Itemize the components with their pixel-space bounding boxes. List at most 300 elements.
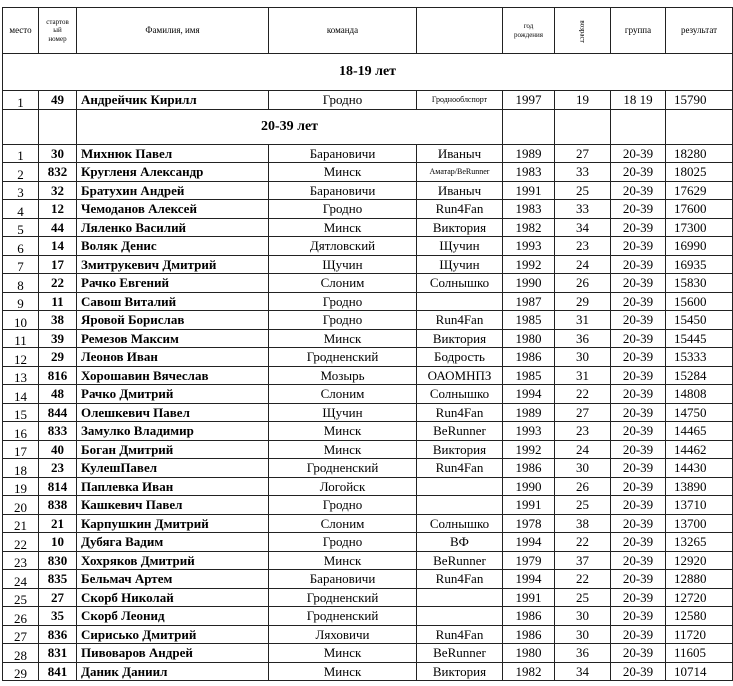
cell-name: Змитрукевич Дмитрий bbox=[77, 255, 269, 274]
cell-name: Братухин Андрей bbox=[77, 181, 269, 200]
cell-name: Савош Виталий bbox=[77, 292, 269, 311]
table-row bbox=[3, 274, 733, 293]
cell-bib: 23 bbox=[39, 459, 77, 478]
cell-year: 1994 bbox=[503, 533, 555, 552]
header-team: команда bbox=[269, 8, 417, 54]
cell-group: 18 19 bbox=[611, 91, 666, 110]
cell-result: 15600 bbox=[666, 292, 733, 311]
cell-age: 30 bbox=[555, 459, 611, 478]
cell-club: Виктория bbox=[417, 218, 503, 237]
cell-result: 15445 bbox=[666, 329, 733, 348]
cell-team: Барановичи bbox=[269, 181, 417, 200]
cell-name: Скорб Николай bbox=[77, 588, 269, 607]
cell-age: 25 bbox=[555, 588, 611, 607]
cell-bib: 14 bbox=[39, 237, 77, 256]
cell-name: Замулко Владимир bbox=[77, 422, 269, 441]
section-title: 18-19 лет bbox=[3, 54, 733, 91]
cell-age: 25 bbox=[555, 496, 611, 515]
cell-year: 1991 bbox=[503, 588, 555, 607]
cell-team: Минск bbox=[269, 644, 417, 663]
cell-bib: 833 bbox=[39, 422, 77, 441]
cell-club: Виктория bbox=[417, 329, 503, 348]
cell-name: Яровой Борислав bbox=[77, 311, 269, 330]
table-row bbox=[3, 237, 733, 256]
cell-bib: 35 bbox=[39, 607, 77, 626]
cell-group: 20-39 bbox=[611, 644, 666, 663]
section-spacer-cell bbox=[3, 109, 39, 144]
cell-team: Гродно bbox=[269, 311, 417, 330]
cell-place: 26 bbox=[3, 607, 39, 626]
cell-year: 1989 bbox=[503, 144, 555, 163]
cell-year: 1983 bbox=[503, 163, 555, 182]
cell-name: Леонов Иван bbox=[77, 348, 269, 367]
cell-place: 13 bbox=[3, 366, 39, 385]
cell-club bbox=[417, 607, 503, 626]
cell-team: Слоним bbox=[269, 274, 417, 293]
cell-place: 22 bbox=[3, 533, 39, 552]
cell-group: 20-39 bbox=[611, 181, 666, 200]
cell-year: 1991 bbox=[503, 496, 555, 515]
cell-group: 20-39 bbox=[611, 514, 666, 533]
cell-age: 23 bbox=[555, 422, 611, 441]
cell-bib: 835 bbox=[39, 570, 77, 589]
table-row bbox=[3, 311, 733, 330]
cell-name: Рачко Евгений bbox=[77, 274, 269, 293]
cell-club: Run4Fan bbox=[417, 625, 503, 644]
cell-year: 1985 bbox=[503, 311, 555, 330]
cell-name: Чемоданов Алексей bbox=[77, 200, 269, 219]
cell-club: Иваныч bbox=[417, 181, 503, 200]
cell-place: 21 bbox=[3, 514, 39, 533]
cell-team: Минск bbox=[269, 329, 417, 348]
table-row bbox=[3, 625, 733, 644]
cell-result: 17300 bbox=[666, 218, 733, 237]
cell-year: 1979 bbox=[503, 551, 555, 570]
table-row bbox=[3, 91, 733, 110]
table-row bbox=[3, 459, 733, 478]
cell-place: 19 bbox=[3, 477, 39, 496]
cell-year: 1983 bbox=[503, 200, 555, 219]
cell-result: 15450 bbox=[666, 311, 733, 330]
header-result: результат bbox=[666, 8, 733, 54]
cell-place: 29 bbox=[3, 662, 39, 681]
cell-result: 13265 bbox=[666, 533, 733, 552]
cell-age: 27 bbox=[555, 403, 611, 422]
cell-group: 20-39 bbox=[611, 366, 666, 385]
table-row bbox=[3, 477, 733, 496]
results-table bbox=[2, 7, 733, 681]
cell-name: Бельмач Артем bbox=[77, 570, 269, 589]
cell-bib: 40 bbox=[39, 440, 77, 459]
cell-name: Паплевка Иван bbox=[77, 477, 269, 496]
cell-name: Даник Даниил bbox=[77, 662, 269, 681]
cell-year: 1982 bbox=[503, 218, 555, 237]
cell-bib: 831 bbox=[39, 644, 77, 663]
cell-age: 30 bbox=[555, 625, 611, 644]
table-row bbox=[3, 181, 733, 200]
cell-bib: 21 bbox=[39, 514, 77, 533]
cell-group: 20-39 bbox=[611, 255, 666, 274]
cell-club: ОАОМНПЗ bbox=[417, 366, 503, 385]
table-row bbox=[3, 200, 733, 219]
table-row bbox=[3, 329, 733, 348]
cell-year: 1980 bbox=[503, 329, 555, 348]
cell-bib: 49 bbox=[39, 91, 77, 110]
cell-group: 20-39 bbox=[611, 440, 666, 459]
table-row bbox=[3, 292, 733, 311]
cell-club: Бодрость bbox=[417, 348, 503, 367]
header-group: группа bbox=[611, 8, 666, 54]
cell-team: Мозырь bbox=[269, 366, 417, 385]
cell-result: 14808 bbox=[666, 385, 733, 404]
cell-place: 23 bbox=[3, 551, 39, 570]
cell-name: Хорошавин Вячеслав bbox=[77, 366, 269, 385]
cell-team: Гродно bbox=[269, 91, 417, 110]
cell-club: ВФ bbox=[417, 533, 503, 552]
cell-group: 20-39 bbox=[611, 329, 666, 348]
cell-name: Рачко Дмитрий bbox=[77, 385, 269, 404]
cell-name: Олешкевич Павел bbox=[77, 403, 269, 422]
cell-bib: 814 bbox=[39, 477, 77, 496]
cell-bib: 841 bbox=[39, 662, 77, 681]
cell-place: 16 bbox=[3, 422, 39, 441]
table-row bbox=[3, 607, 733, 626]
cell-result: 14750 bbox=[666, 403, 733, 422]
cell-place: 1 bbox=[3, 91, 39, 110]
cell-place: 12 bbox=[3, 348, 39, 367]
cell-team: Гродненский bbox=[269, 607, 417, 626]
cell-name: Сирисько Дмитрий bbox=[77, 625, 269, 644]
cell-bib: 29 bbox=[39, 348, 77, 367]
table-row bbox=[3, 366, 733, 385]
cell-club: Run4Fan bbox=[417, 403, 503, 422]
section-header-row bbox=[3, 54, 733, 91]
cell-group: 20-39 bbox=[611, 385, 666, 404]
cell-year: 1986 bbox=[503, 348, 555, 367]
cell-team: Дятловский bbox=[269, 237, 417, 256]
section-spacer-cell bbox=[555, 109, 611, 144]
cell-team: Гродно bbox=[269, 292, 417, 311]
cell-result: 11720 bbox=[666, 625, 733, 644]
cell-team: Гродненский bbox=[269, 588, 417, 607]
cell-place: 9 bbox=[3, 292, 39, 311]
cell-age: 22 bbox=[555, 570, 611, 589]
cell-team: Минск bbox=[269, 551, 417, 570]
cell-place: 17 bbox=[3, 440, 39, 459]
cell-group: 20-39 bbox=[611, 496, 666, 515]
cell-result: 17600 bbox=[666, 200, 733, 219]
cell-result: 12920 bbox=[666, 551, 733, 570]
cell-result: 17629 bbox=[666, 181, 733, 200]
header-bib-line2: ый bbox=[53, 26, 62, 35]
cell-bib: 17 bbox=[39, 255, 77, 274]
cell-team: Логойск bbox=[269, 477, 417, 496]
cell-age: 33 bbox=[555, 163, 611, 182]
cell-result: 12720 bbox=[666, 588, 733, 607]
cell-bib: 38 bbox=[39, 311, 77, 330]
cell-year: 1980 bbox=[503, 644, 555, 663]
cell-result: 10714 bbox=[666, 662, 733, 681]
header-place: место bbox=[3, 8, 39, 54]
cell-club: Аматар/BeRunner bbox=[417, 163, 503, 182]
cell-club: BeRunner bbox=[417, 551, 503, 570]
section-header-row bbox=[3, 109, 733, 144]
table-row bbox=[3, 385, 733, 404]
cell-year: 1991 bbox=[503, 181, 555, 200]
section-spacer-cell bbox=[39, 109, 77, 144]
cell-team: Щучин bbox=[269, 255, 417, 274]
cell-club: Run4Fan bbox=[417, 311, 503, 330]
cell-name: Андрейчик Кирилл bbox=[77, 91, 269, 110]
cell-team: Гродно bbox=[269, 200, 417, 219]
cell-team: Минск bbox=[269, 218, 417, 237]
cell-age: 19 bbox=[555, 91, 611, 110]
header-birth-line2: рождения bbox=[513, 30, 544, 39]
cell-club: Солнышко bbox=[417, 385, 503, 404]
cell-club: Щучин bbox=[417, 237, 503, 256]
cell-team: Ляховичи bbox=[269, 625, 417, 644]
cell-age: 30 bbox=[555, 348, 611, 367]
table-row bbox=[3, 163, 733, 182]
cell-bib: 844 bbox=[39, 403, 77, 422]
cell-bib: 832 bbox=[39, 163, 77, 182]
cell-year: 1992 bbox=[503, 255, 555, 274]
cell-team: Гродно bbox=[269, 533, 417, 552]
table-row bbox=[3, 440, 733, 459]
table-row bbox=[3, 218, 733, 237]
cell-group: 20-39 bbox=[611, 311, 666, 330]
cell-year: 1993 bbox=[503, 422, 555, 441]
cell-group: 20-39 bbox=[611, 459, 666, 478]
cell-bib: 22 bbox=[39, 274, 77, 293]
cell-place: 27 bbox=[3, 625, 39, 644]
cell-club: Солнышко bbox=[417, 274, 503, 293]
cell-place: 4 bbox=[3, 200, 39, 219]
cell-year: 1990 bbox=[503, 477, 555, 496]
cell-age: 24 bbox=[555, 255, 611, 274]
cell-year: 1994 bbox=[503, 570, 555, 589]
header-bib bbox=[39, 8, 77, 54]
header-name: Фамилия, имя bbox=[77, 8, 269, 54]
cell-result: 12880 bbox=[666, 570, 733, 589]
cell-group: 20-39 bbox=[611, 625, 666, 644]
cell-result: 15830 bbox=[666, 274, 733, 293]
cell-age: 31 bbox=[555, 366, 611, 385]
cell-result: 15333 bbox=[666, 348, 733, 367]
cell-age: 26 bbox=[555, 274, 611, 293]
table-row bbox=[3, 570, 733, 589]
header-age-label: возраст bbox=[578, 20, 587, 43]
cell-club: BeRunner bbox=[417, 422, 503, 441]
cell-bib: 838 bbox=[39, 496, 77, 515]
cell-name: Хохряков Дмитрий bbox=[77, 551, 269, 570]
cell-group: 20-39 bbox=[611, 477, 666, 496]
cell-group: 20-39 bbox=[611, 144, 666, 163]
cell-year: 1992 bbox=[503, 440, 555, 459]
cell-result: 13890 bbox=[666, 477, 733, 496]
table-row bbox=[3, 348, 733, 367]
cell-place: 18 bbox=[3, 459, 39, 478]
cell-place: 11 bbox=[3, 329, 39, 348]
cell-year: 1989 bbox=[503, 403, 555, 422]
cell-club: Солнышко bbox=[417, 514, 503, 533]
cell-result: 18025 bbox=[666, 163, 733, 182]
cell-name: Михнюк Павел bbox=[77, 144, 269, 163]
cell-age: 24 bbox=[555, 440, 611, 459]
cell-age: 31 bbox=[555, 311, 611, 330]
cell-group: 20-39 bbox=[611, 570, 666, 589]
cell-age: 27 bbox=[555, 144, 611, 163]
cell-place: 15 bbox=[3, 403, 39, 422]
cell-group: 20-39 bbox=[611, 533, 666, 552]
cell-bib: 30 bbox=[39, 144, 77, 163]
cell-place: 5 bbox=[3, 218, 39, 237]
cell-group: 20-39 bbox=[611, 237, 666, 256]
section-spacer-cell bbox=[503, 109, 555, 144]
cell-name: Кашкевич Павел bbox=[77, 496, 269, 515]
cell-name: Карпушкин Дмитрий bbox=[77, 514, 269, 533]
cell-bib: 836 bbox=[39, 625, 77, 644]
cell-team: Щучин bbox=[269, 403, 417, 422]
cell-result: 14465 bbox=[666, 422, 733, 441]
cell-age: 34 bbox=[555, 218, 611, 237]
cell-name: Боган Дмитрий bbox=[77, 440, 269, 459]
cell-age: 30 bbox=[555, 607, 611, 626]
cell-year: 1982 bbox=[503, 662, 555, 681]
table-row bbox=[3, 255, 733, 274]
table-row bbox=[3, 422, 733, 441]
table-row bbox=[3, 496, 733, 515]
table-row bbox=[3, 551, 733, 570]
cell-team: Минск bbox=[269, 422, 417, 441]
cell-name: Кругленя Александр bbox=[77, 163, 269, 182]
cell-result: 13700 bbox=[666, 514, 733, 533]
header-row bbox=[3, 8, 733, 54]
table-row bbox=[3, 662, 733, 681]
cell-place: 6 bbox=[3, 237, 39, 256]
cell-age: 38 bbox=[555, 514, 611, 533]
cell-age: 36 bbox=[555, 644, 611, 663]
cell-group: 20-39 bbox=[611, 348, 666, 367]
cell-name: КулешПавел bbox=[77, 459, 269, 478]
cell-group: 20-39 bbox=[611, 218, 666, 237]
results-body bbox=[3, 54, 733, 681]
cell-age: 23 bbox=[555, 237, 611, 256]
cell-club bbox=[417, 496, 503, 515]
cell-bib: 32 bbox=[39, 181, 77, 200]
cell-year: 1994 bbox=[503, 385, 555, 404]
cell-year: 1987 bbox=[503, 292, 555, 311]
cell-team: Минск bbox=[269, 163, 417, 182]
cell-group: 20-39 bbox=[611, 551, 666, 570]
cell-result: 15284 bbox=[666, 366, 733, 385]
cell-bib: 39 bbox=[39, 329, 77, 348]
section-title: 20-39 лет bbox=[77, 109, 503, 144]
cell-group: 20-39 bbox=[611, 200, 666, 219]
cell-club: Гроднооблспорт bbox=[417, 91, 503, 110]
cell-team: Минск bbox=[269, 440, 417, 459]
cell-club: Виктория bbox=[417, 662, 503, 681]
header-birth-line1: год bbox=[523, 22, 534, 31]
cell-club: Иваныч bbox=[417, 144, 503, 163]
cell-bib: 830 bbox=[39, 551, 77, 570]
cell-club bbox=[417, 588, 503, 607]
table-row bbox=[3, 533, 733, 552]
cell-name: Ремезов Максим bbox=[77, 329, 269, 348]
cell-result: 18280 bbox=[666, 144, 733, 163]
cell-age: 33 bbox=[555, 200, 611, 219]
cell-group: 20-39 bbox=[611, 662, 666, 681]
cell-team: Гродно bbox=[269, 496, 417, 515]
cell-result: 11605 bbox=[666, 644, 733, 663]
cell-year: 1986 bbox=[503, 459, 555, 478]
table-row bbox=[3, 514, 733, 533]
cell-team: Гродненский bbox=[269, 348, 417, 367]
cell-result: 12580 bbox=[666, 607, 733, 626]
cell-club: BeRunner bbox=[417, 644, 503, 663]
cell-bib: 12 bbox=[39, 200, 77, 219]
cell-year: 1990 bbox=[503, 274, 555, 293]
cell-bib: 11 bbox=[39, 292, 77, 311]
cell-age: 22 bbox=[555, 385, 611, 404]
cell-name: Пивоваров Андрей bbox=[77, 644, 269, 663]
cell-year: 1986 bbox=[503, 625, 555, 644]
cell-club bbox=[417, 292, 503, 311]
cell-place: 28 bbox=[3, 644, 39, 663]
cell-year: 1985 bbox=[503, 366, 555, 385]
header-age bbox=[555, 8, 611, 54]
cell-team: Барановичи bbox=[269, 144, 417, 163]
cell-place: 2 bbox=[3, 163, 39, 182]
cell-club: Run4Fan bbox=[417, 200, 503, 219]
cell-bib: 816 bbox=[39, 366, 77, 385]
cell-team: Слоним bbox=[269, 514, 417, 533]
cell-club: Run4Fan bbox=[417, 570, 503, 589]
cell-name: Скорб Леонид bbox=[77, 607, 269, 626]
cell-place: 24 bbox=[3, 570, 39, 589]
cell-team: Гродненский bbox=[269, 459, 417, 478]
header-birth-year bbox=[503, 8, 555, 54]
cell-place: 8 bbox=[3, 274, 39, 293]
cell-age: 36 bbox=[555, 329, 611, 348]
cell-result: 15790 bbox=[666, 91, 733, 110]
cell-place: 3 bbox=[3, 181, 39, 200]
cell-club: Виктория bbox=[417, 440, 503, 459]
cell-year: 1997 bbox=[503, 91, 555, 110]
cell-place: 1 bbox=[3, 144, 39, 163]
cell-group: 20-39 bbox=[611, 274, 666, 293]
section-spacer-cell bbox=[666, 109, 733, 144]
table-row bbox=[3, 403, 733, 422]
cell-age: 37 bbox=[555, 551, 611, 570]
cell-group: 20-39 bbox=[611, 163, 666, 182]
cell-group: 20-39 bbox=[611, 588, 666, 607]
cell-age: 22 bbox=[555, 533, 611, 552]
table-row bbox=[3, 144, 733, 163]
cell-team: Минск bbox=[269, 662, 417, 681]
cell-bib: 27 bbox=[39, 588, 77, 607]
cell-name: Воляк Денис bbox=[77, 237, 269, 256]
cell-team: Барановичи bbox=[269, 570, 417, 589]
cell-year: 1978 bbox=[503, 514, 555, 533]
cell-age: 25 bbox=[555, 181, 611, 200]
cell-group: 20-39 bbox=[611, 422, 666, 441]
cell-bib: 10 bbox=[39, 533, 77, 552]
cell-result: 16990 bbox=[666, 237, 733, 256]
cell-result: 13710 bbox=[666, 496, 733, 515]
cell-age: 34 bbox=[555, 662, 611, 681]
cell-result: 14462 bbox=[666, 440, 733, 459]
